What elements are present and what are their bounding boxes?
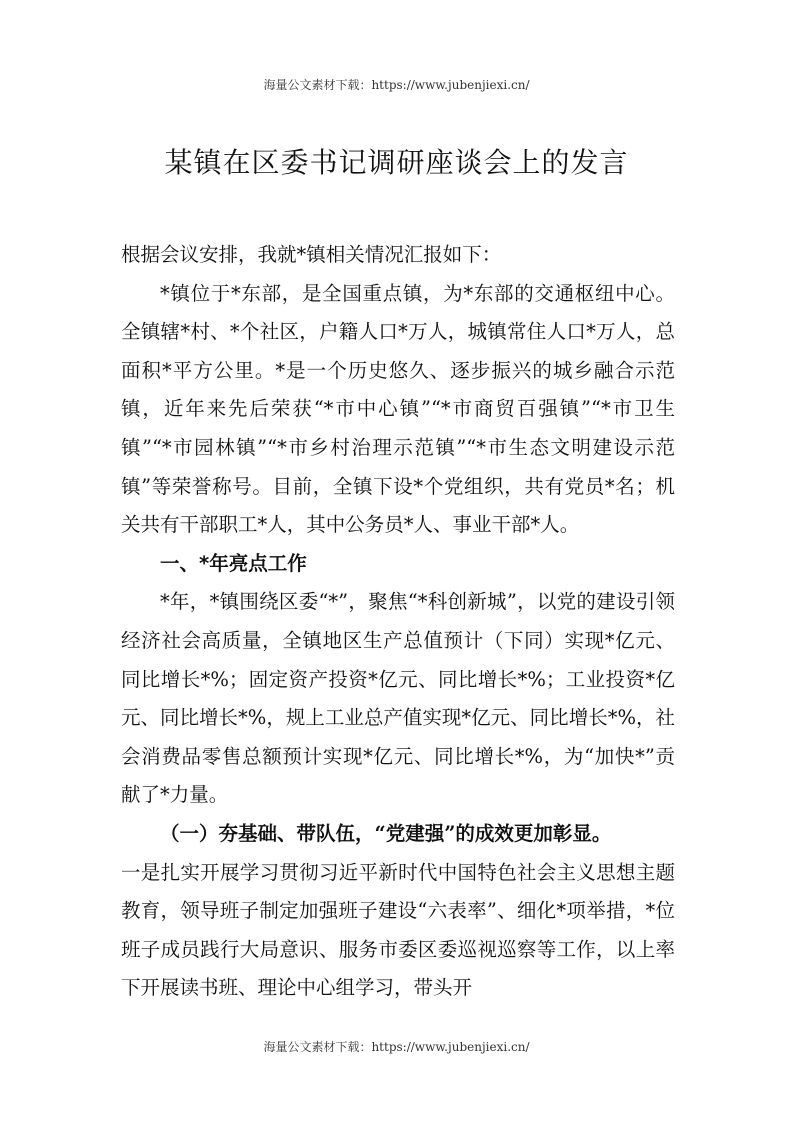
intro-paragraph: 根据会议安排，我就*镇相关情况汇报如下： [121, 243, 502, 266]
page-footer: 海量公文素材下载：https://www.jubenjiexi.cn/ [263, 1040, 530, 1054]
highlights-paragraph: *年，*镇围绕区委“*”，聚焦“*科创新城”，以党的建设引领经济社会高质量，全镇地区生产总值预计（下同）实现*亿元、同比增长*%；固定资产投资*亿元、同比增长*%；工业投资*亿元、同比增长*%，规上工业总产值实现*亿元、同比增长*%，社会消费品零售总额预计实现*亿元、同比增长*%，为“加快*”贡献了*力量。 [121, 590, 675, 807]
page-header: 海量公文素材下载：https://www.jubenjiexi.cn/ [263, 78, 530, 92]
party-building-paragraph: 一是扎实开展学习贯彻习近平新时代中国特色社会主义思想主题教育，领导班子制定加强班子建设“六表率”、细化*项举措，*位班子成员践行大局意识、服务市委区委巡视巡察等工作，以上率下开展读书班、理论中心组学习，带头开 [121, 860, 675, 1000]
subsection-heading: （一）夯基础、带队伍，“党建强”的成效更加彰显。 [160, 821, 612, 845]
document-title: 某镇在区委书记调研座谈会上的发言 [164, 146, 629, 179]
document-body [121, 236, 675, 1008]
overview-paragraph: *镇位于*东部，是全国重点镇，为*东部的交通枢纽中心。全镇辖*村、*个社区，户籍人口*万人，城镇常住人口*万人，总面积*平方公里。*是一个历史悠久、逐步振兴的城乡融合示范镇，近年来先后荣获“*市中心镇”“*市商贸百强镇”“*市卫生镇”“*市园林镇”“*市乡村治理示范镇”“*市生态文明建设示范镇”等荣誉称号。目前，全镇下设*个党组织，共有党员*名；机关共有干部职工*人，其中公务员*人、事业干部*人。 [121, 281, 675, 537]
section-heading: 一、*年亮点工作 [160, 551, 307, 575]
